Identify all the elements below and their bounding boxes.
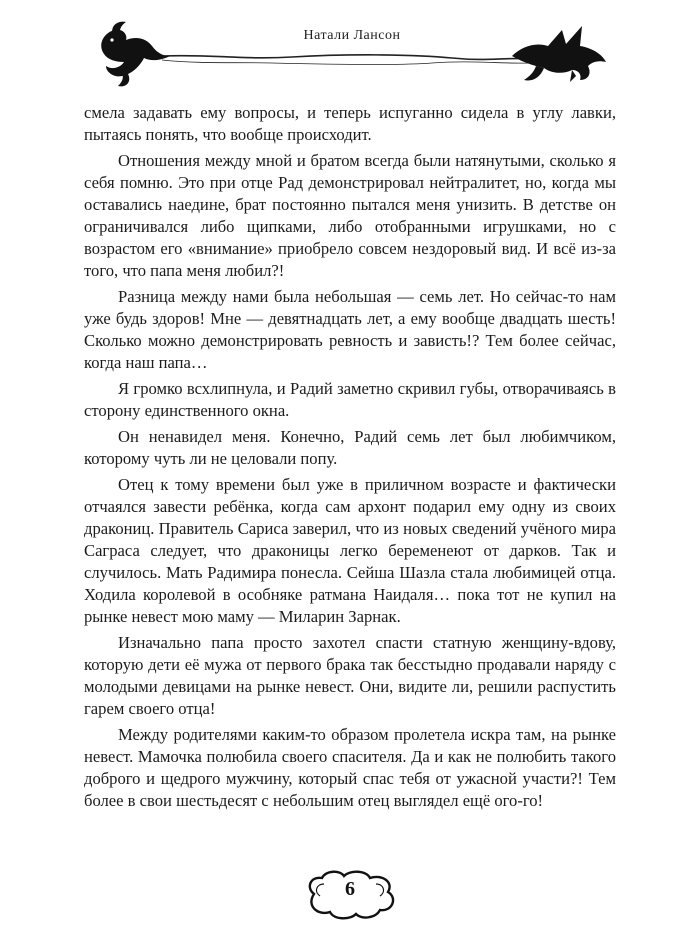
running-header bbox=[92, 16, 612, 96]
page-body bbox=[84, 102, 616, 816]
page-number: 6 bbox=[345, 878, 355, 900]
paragraph: Между родителями каким-то образом пролетела искра там, на рынке невест. Мамочка полюбила своего спасителя. Да и как не полюбить такого доброго и щедрого мужчину, который спас тебя от ужасной участи?! Тем более в свои шестьдесят с небольшим отец выглядел ещё ого-го! bbox=[84, 725, 616, 810]
paragraph: Разница между нами была небольшая — семь лет. Но сейчас-то нам уже будь здоров! Мне — девятнадцать лет, а ему вообще двадцать шесть! Сколько можно демонстрировать ревность и зависть!? Тем более сейчас, когда наш папа… bbox=[84, 287, 616, 372]
paragraph: Отношения между мной и братом всегда были натянутыми, сколько я себя помню. Это при отце Рад демонстрировал нейтралитет, но, когда мы оставались наедине, брат постоянно пытался меня унизить. В детстве он ограничивался либо щипками, либо отобранными игрушками, но с возрастом его «внимание» приобрело совсем нездоровый вид. И всё из-за того, что папа меня любил?! bbox=[84, 151, 616, 280]
page-footer bbox=[296, 866, 404, 922]
paragraph: Изначально папа просто захотел спасти статную женщину-вдову, которую дети её мужа от первого брака так бесстыдно продавали наряду с молодыми девицами на рынке невест. Они, видите ли, решили распустить гарем своего отца! bbox=[84, 633, 616, 718]
paragraph: Я громко всхлипнула, и Радий заметно скривил губы, отворачиваясь в сторону единственного окна. bbox=[84, 379, 616, 420]
paragraph: Отец к тому времени был уже в приличном возрасте и фактически отчаялся завести ребёнка, когда сам архонт подарил ему одну из своих дракониц. Правитель Сариса заверил, что из новых сведений учёного мира Саграса следует, что драконицы легко беременеют от дарков. Так и случилось. Мать Радимира понесла. Сейша Шазла стала любимицей отца. Ходила королевой в особняке ратмана Наидаля… пока тот не купил на рынке невест мою маму — Миларин Зарнак. bbox=[84, 475, 616, 626]
author-name: Натали Лансон bbox=[303, 28, 401, 43]
ornament-rule bbox=[162, 55, 532, 60]
paragraph: смела задавать ему вопросы, и теперь испуганно сидела в углу лавки, пытаясь понять, что вообще происходит. bbox=[84, 103, 616, 144]
paragraph: Он ненавидел меня. Конечно, Радий семь лет был любимчиком, которому чуть ли не целовали попу. bbox=[84, 427, 616, 468]
